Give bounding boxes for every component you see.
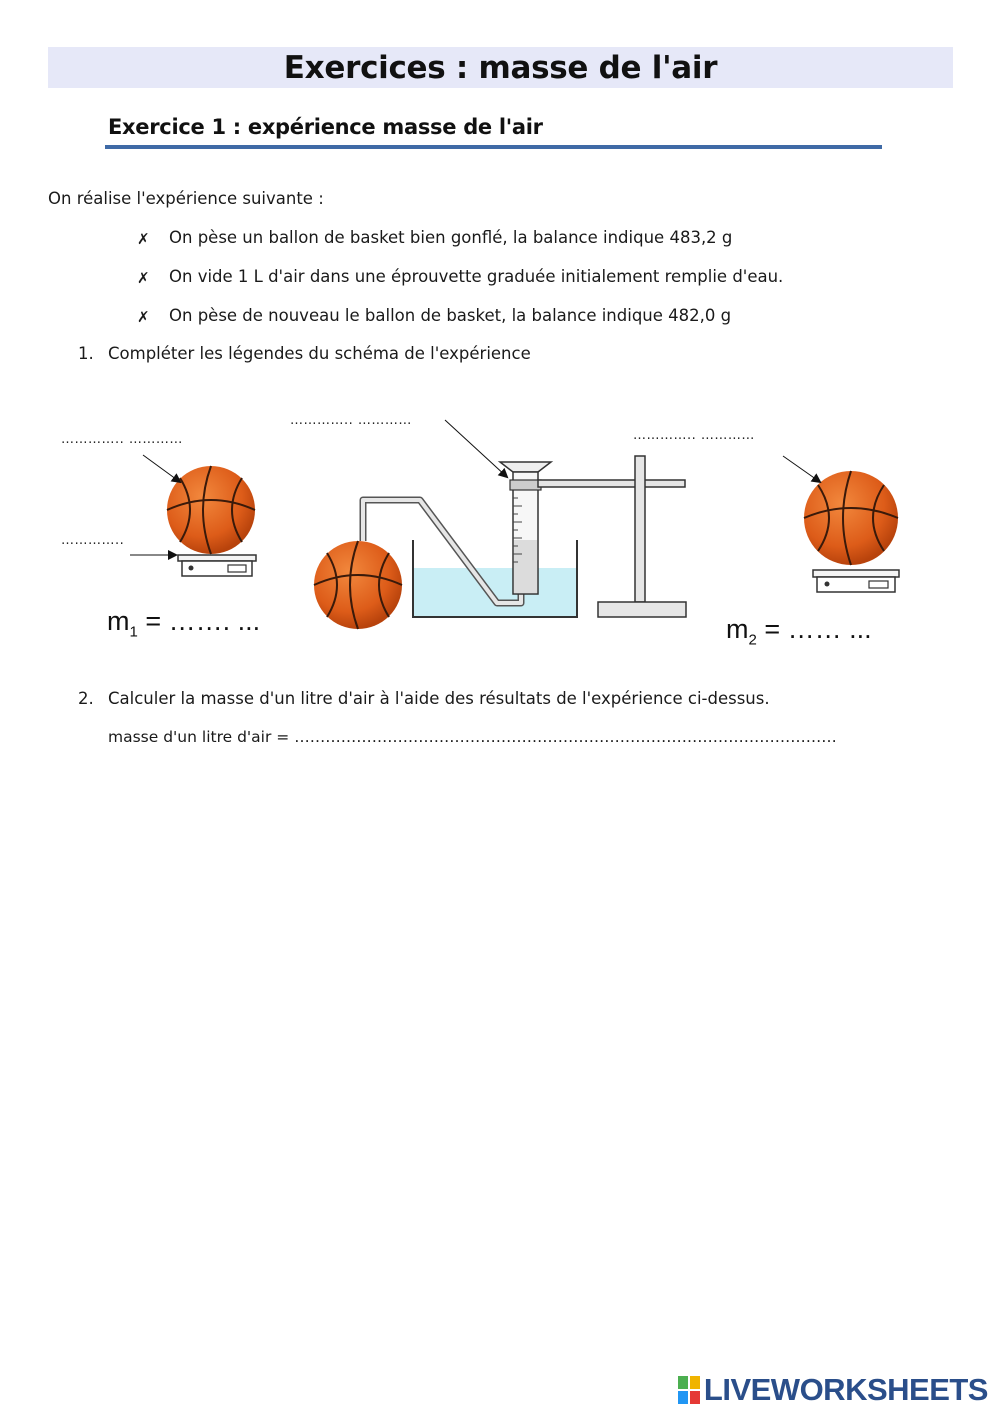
bullet-icon: ✗ (137, 308, 150, 326)
mass-1-subscript: 1 (129, 623, 138, 641)
liveworksheets-logo-text: LIVEWORKSHEETS (703, 1372, 988, 1407)
arrow-cylinder (445, 420, 507, 477)
bullet-icon: ✗ (137, 269, 150, 287)
label-scale-left[interactable]: ………….. (61, 533, 125, 548)
question-1-number: 1. (78, 344, 94, 363)
liveworksheets-logo-icon (678, 1376, 700, 1404)
scale-left (178, 555, 256, 576)
exercise-heading: Exercice 1 : expérience masse de l'air (108, 115, 543, 139)
label-cylinder[interactable]: ………….. ………… (290, 413, 412, 428)
mass-2-value: = …… ... (756, 614, 872, 644)
label-ball-left[interactable]: ………….. ………… (61, 432, 183, 447)
arrow-ball-left (143, 455, 180, 482)
page-title: Exercices : masse de l'air (283, 50, 718, 86)
bullet-icon: ✗ (137, 230, 150, 248)
ball-left (167, 466, 255, 554)
intro-text: On réalise l'expérience suivante : (48, 189, 324, 208)
exercise-heading-rule (105, 145, 882, 149)
mass-1-symbol: m (107, 606, 130, 636)
question-1-text: Compléter les légendes du schéma de l'expérience (108, 344, 531, 363)
title-band (48, 47, 953, 88)
answer-line[interactable]: masse d'un litre d'air = …………………………………………………………………………………………… (108, 728, 837, 746)
step-1: On pèse un ballon de basket bien gonflé, la balance indique 483,2 g (169, 228, 733, 247)
ball-middle (314, 541, 402, 629)
liveworksheets-logo (678, 1372, 988, 1408)
mass-2-subscript: 2 (748, 631, 757, 649)
question-2-number: 2. (78, 689, 94, 708)
scale-right (813, 570, 899, 592)
step-3: On pèse de nouveau le ballon de basket, la balance indique 482,0 g (169, 306, 732, 325)
mass-2-symbol: m (726, 614, 749, 644)
label-ball-right[interactable]: ………….. ………… (633, 428, 755, 443)
question-2-text: Calculer la masse d'un litre d'air à l'aide des résultats de l'expérience ci-dessus. (108, 689, 770, 708)
step-2: On vide 1 L d'air dans une éprouvette graduée initialement remplie d'eau. (169, 267, 784, 286)
ball-right (804, 471, 898, 565)
mass-1-label[interactable] (107, 606, 260, 640)
mass-1-value: = ……. ... (137, 606, 261, 636)
mass-2-label[interactable] (726, 614, 872, 648)
arrow-ball-right (783, 456, 820, 482)
